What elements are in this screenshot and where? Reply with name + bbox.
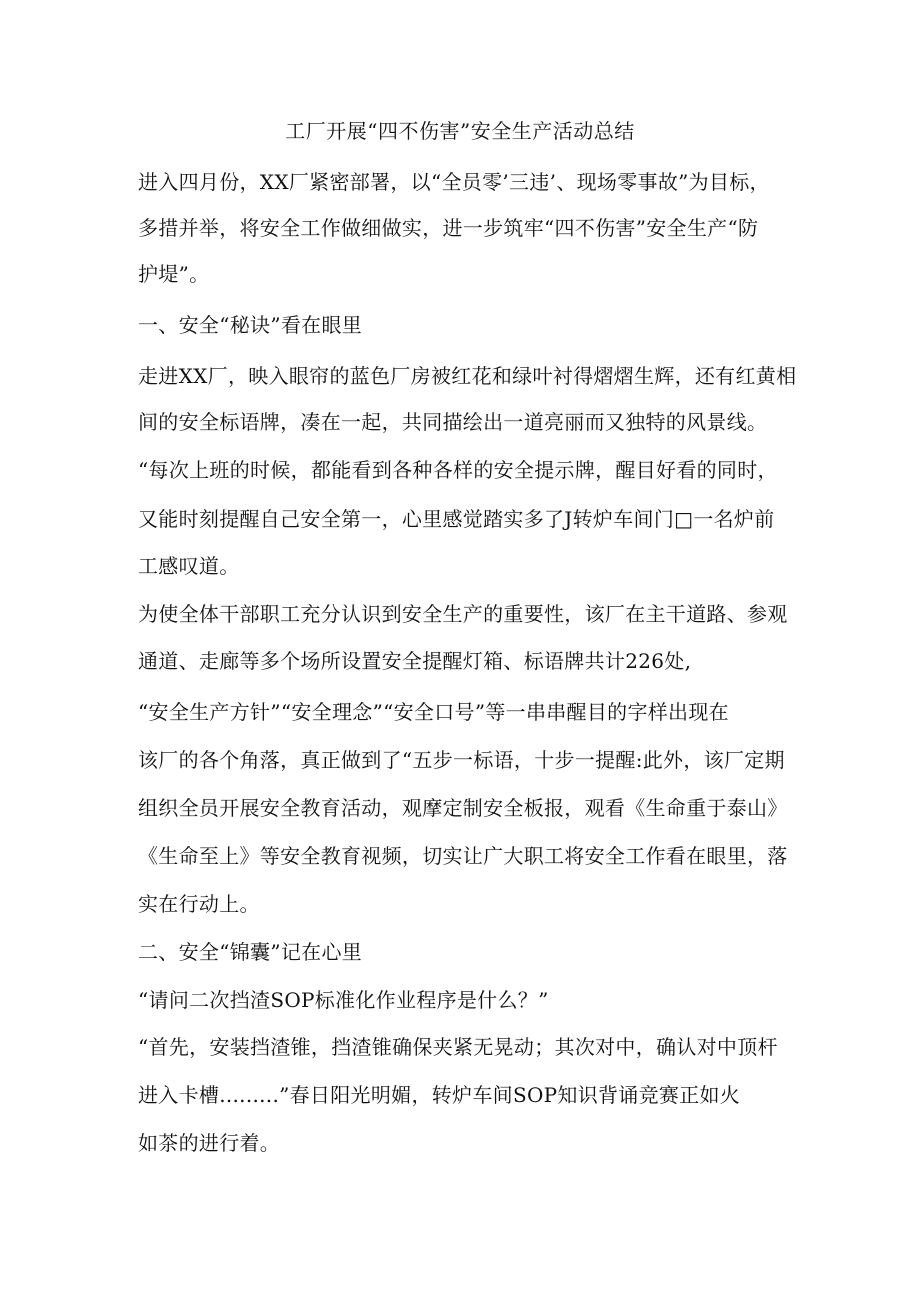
paragraph-line: 实在行动上。 <box>138 892 260 916</box>
paragraph-line: “安全生产方针”“安全理念”“安全口号”等一串串醒目的字样出现在 <box>138 700 729 724</box>
paragraph-line: 又能时刻提醒自己安全第一，心里感觉踏实多了J转炉车间门□一名炉前 <box>138 507 775 531</box>
section-heading: 一、安全“秘诀”看在眼里 <box>138 313 363 337</box>
paragraph-line: 该厂的各个角落，真正做到了“五步一标语，十步一提醒:此外，该厂定期 <box>138 748 785 772</box>
document-title: 工厂开展“四不伤害”安全生产活动总结 <box>285 119 635 143</box>
paragraph-line: “每次上班的时候，都能看到各种各样的安全提示牌，醒目好看的同时， <box>138 458 778 482</box>
paragraph-line: 走进XX厂，映入眼帘的蓝色厂房被红花和绿叶衬得熠熠生辉，还有红黄相 <box>138 364 797 388</box>
paragraph-line: 进入四月份，XX厂紧密部署，以“全员零’三违’、现场零事故”为目标， <box>138 170 770 194</box>
paragraph-line: 间的安全标语牌，凑在一起，共同描绘出一道亮丽而又独特的风景线。 <box>138 410 768 434</box>
paragraph-line: 多措并举，将安全工作做细做实，进一步筑牢“四不伤害”安全生产“防 <box>138 216 759 240</box>
paragraph-line: 进入卡槽.........”春日阳光明媚，转炉车间SOP知识背诵竞赛正如火 <box>138 1083 741 1107</box>
paragraph-line: 组织全员开展安全教育活动，观摩定制安全板报，观看《生命重于泰山》 <box>138 796 788 820</box>
paragraph-line: 通道、走廊等多个场所设置安全提醒灯箱、标语牌共计226处, <box>138 649 692 673</box>
paragraph-line: 为使全体干部职工充分认识到安全生产的重要性，该厂在主干道路、参观 <box>138 602 788 626</box>
paragraph-line: 《生命至上》等安全教育视频，切实让广大职工将安全工作看在眼里，落 <box>138 844 788 868</box>
section-heading: 二、安全“锦囊”记在心里 <box>138 940 363 964</box>
paragraph-line: 工感叹道。 <box>138 554 240 578</box>
paragraph-line: “请问二次挡渣SOP标准化作业程序是什么？” <box>138 988 549 1012</box>
paragraph-line: 如茶的进行着。 <box>138 1131 281 1155</box>
paragraph-line: 护堤”。 <box>138 262 210 286</box>
paragraph-line: “首先，安装挡渣锥，挡渣锥确保夹紧无晃动；其次对中，确认对中顶杆 <box>138 1035 778 1059</box>
